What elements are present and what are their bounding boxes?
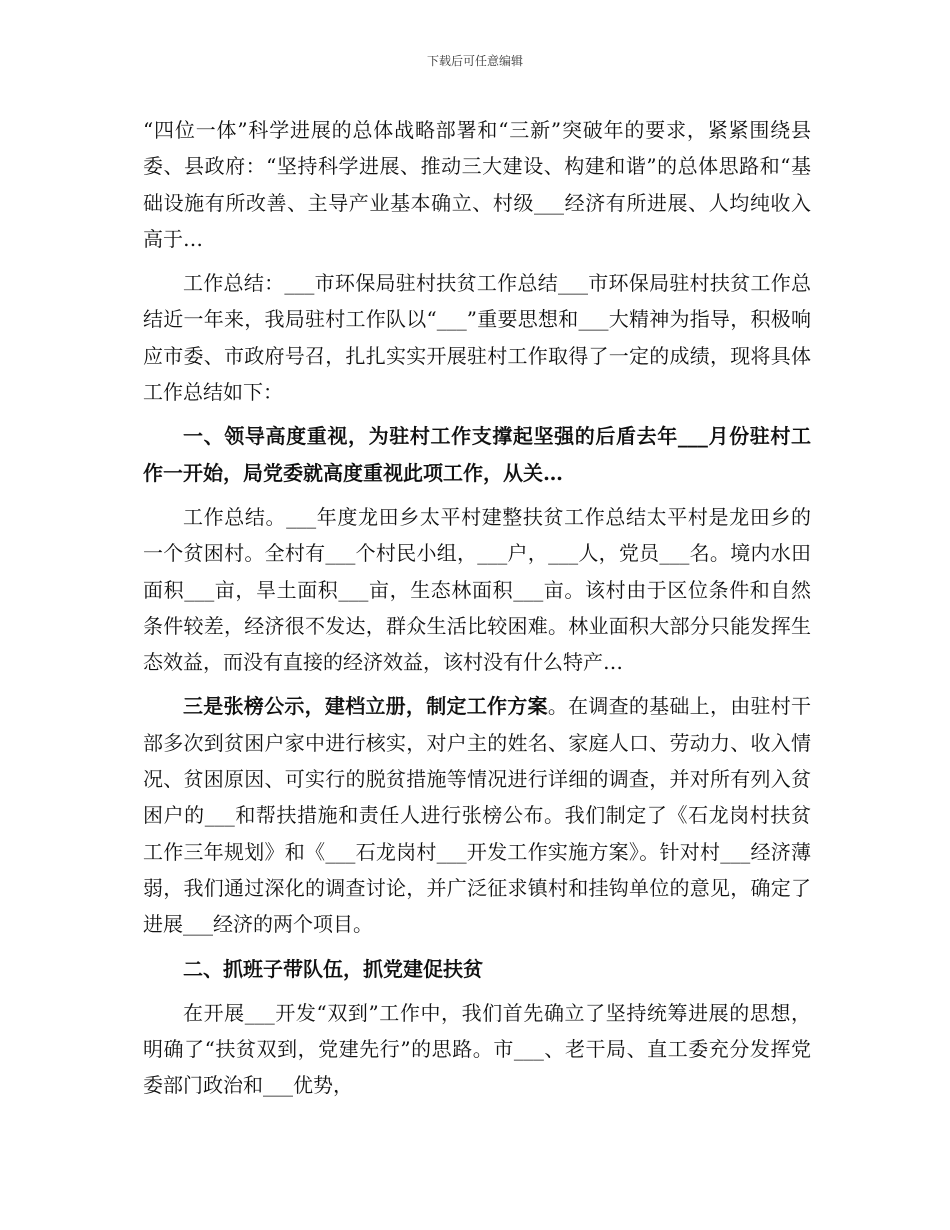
paragraph-3: 工作总结。___年度龙田乡太平村建整扶贫工作总结太平村是龙田乡的一个贫困村。全村有___个村民小组，___户，___人，党员___名。境内水田面积___亩，旱土面积___亩，生态林面积___亩。该村由于区位条件和自然条件较差，经济很不发达，群众生活比较困难。林业面积大部分只能发挥生态效益，而没有直接的经济效益，该村没有什么特产…	[143, 504, 811, 675]
section-heading-2: 二、抓班子带队伍，抓党建促扶贫	[183, 956, 483, 981]
paragraph-4	[143, 688, 811, 942]
section-heading-1: 一、领导高度重视，为驻村工作支撑起坚强的后盾去年___月份驻村工作一开始，局党委就高度重视此项工作，从关…	[143, 424, 811, 485]
paragraph-2: 工作总结：___市环保局驻村扶贫工作总结___市环保局驻村扶贫工作总结近一年来，我局驻村工作队以“___”重要思想和___大精神为指导，积极响应市委、市政府号召，扎扎实实开展驻村工作取得了一定的成绩，现将具体工作总结如下：	[143, 271, 811, 405]
page-header: 下载后可任意编辑	[426, 54, 523, 68]
paragraph-4-lead: 三是张榜公示，建档立册，制定工作方案	[183, 694, 548, 719]
paragraph-1: “四位一体”科学进展的总体战略部署和“三新”突破年的要求，紧紧围绕县委、县政府：“坚持科学进展、推动三大建设、构建和谐”的总体思路和“基础设施有所改善、主导产业基本确立、村级___经济有所进展、人均纯收入高于…	[143, 118, 811, 251]
document-body	[143, 112, 811, 1112]
paragraph-4-body: 。在调查的基础上，由驻村干部多次到贫困户家中进行核实，对户主的姓名、家庭人口、劳动力、收入情况、贫困原因、可实行的脱贫措施等情况进行详细的调查，并对所有列入贫困户的___和帮扶措施和责任人进行张榜公布。我们制定了《石龙岗村扶贫工作三年规划》和《___石龙岗村___开发工作实施方案》。针对村___经济薄弱，我们通过深化的调查讨论，并广泛征求镇村和挂钩单位的意见，确定了进展___经济的两个项目。	[143, 694, 812, 937]
paragraph-5: 在开展___开发“双到”工作中，我们首先确立了坚持统筹进展的思想，明确了“扶贫双到，党建先行”的思路。市___、老干局、直工委充分发挥党委部门政治和___优势，	[143, 1000, 811, 1098]
